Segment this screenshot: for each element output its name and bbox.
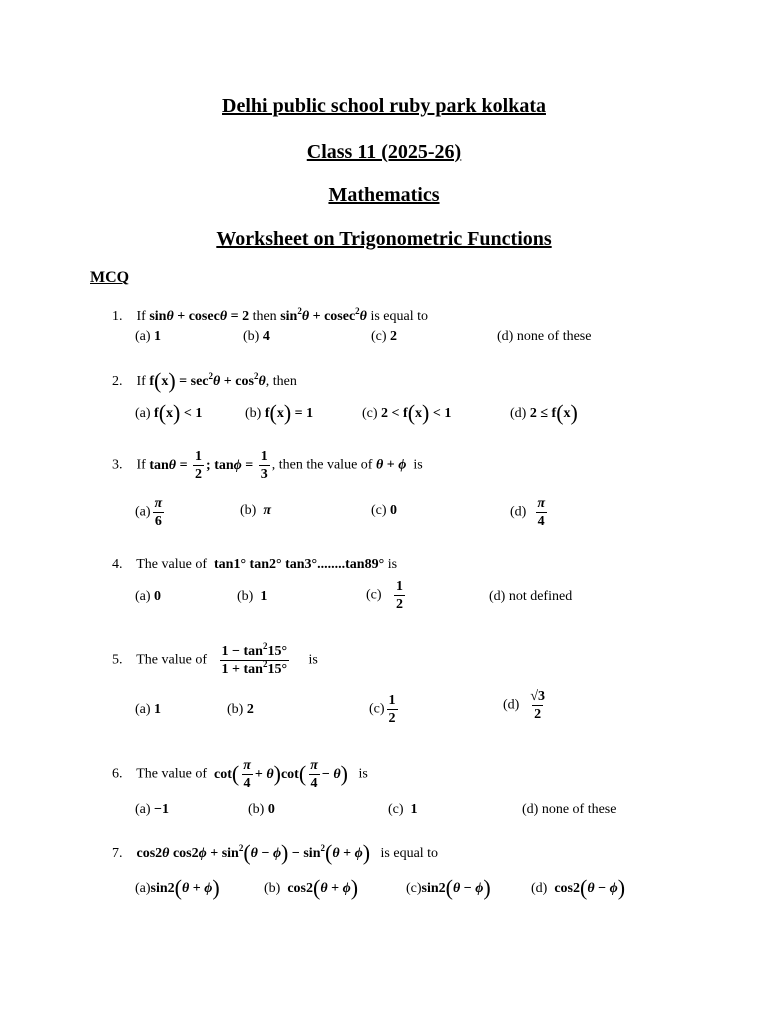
option-c: (c)sin2(θ − ϕ) (406, 875, 491, 900)
option-a: (a) f(x) < 1 (135, 400, 203, 425)
question-2 (112, 368, 297, 393)
option-c: (c) 1 (388, 802, 418, 817)
option-d: (d) none of these (522, 802, 617, 817)
question-text: , then (265, 374, 297, 389)
question-text: is (387, 557, 398, 572)
option-a: (a) 1 (135, 702, 162, 717)
option-b: (b) cos2(θ + ϕ) (264, 875, 359, 900)
option-c: (c) 2 (371, 329, 398, 344)
option-b: (b) 0 (248, 802, 275, 817)
section-mcq: MCQ (90, 269, 130, 286)
question-text: is (308, 652, 318, 668)
math-expression: tanθ = $\frac{1}{2}$ ; tanϕ = $\frac{1}{3}$ (149, 449, 268, 482)
option-a: (a) $\frac{\pi}{6}$ (135, 496, 163, 529)
option-b: (b) f(x) = 1 (245, 400, 314, 425)
question-text: The value of (136, 557, 207, 572)
math-expression: θ + ϕ (375, 457, 407, 473)
option-d: (d) cos2(θ − ϕ) (531, 875, 626, 900)
question-text: If (136, 457, 146, 473)
math-expression: tan1° tan2° tan3°........tan89° (214, 557, 385, 572)
math-expression: cos2θ $\cos 2\phi + \sin^2(\theta - \phi) - \sin^2(\theta + \phi)$ (136, 840, 371, 865)
option-a: (a) −1 (135, 802, 170, 817)
option-b: (b) π (240, 503, 271, 518)
question-number: 7. (112, 846, 123, 861)
question-number: 1. (112, 309, 123, 324)
question-text: , then the value of (271, 457, 373, 473)
question-number: 5. (112, 652, 123, 668)
option-a: (a) 1 (135, 329, 162, 344)
question-text: If (136, 309, 146, 324)
question-text: The value of (136, 766, 207, 782)
option-d: (d) none of these (497, 329, 592, 344)
worksheet-title: Worksheet on Trigonometric Functions (216, 228, 552, 250)
question-number: 4. (112, 557, 123, 572)
question-text: The value of (136, 652, 207, 668)
option-b: (b) 1 (237, 589, 268, 604)
math-expression: cot( $\frac{\pi}{4}$ + θ)cot( $\frac{\pi}{4}$ − θ) (214, 758, 348, 791)
math-expression: $\frac{1 - \tan^215^\circ}{1 + \tan^215^\circ}$ (221, 641, 288, 677)
question-text: then (252, 309, 277, 324)
option-d: (d) 2 ≤ f(x) (510, 400, 578, 425)
question-5 (112, 643, 318, 678)
option-c: (c) $\frac{1}{2}$ (366, 579, 404, 612)
option-b: (b) 4 (243, 329, 270, 344)
math-expression: $f(x) = \sec^2\theta + \cos^2\theta$ (149, 368, 266, 393)
question-4 (112, 556, 397, 574)
question-7 (112, 840, 439, 865)
option-b: (b) 2 (227, 702, 254, 717)
school-name: Delhi public school ruby park kolkata (222, 95, 546, 117)
option-c: (c) 0 (371, 503, 398, 518)
question-text: is equal to (380, 846, 439, 861)
question-text: is equal to (370, 309, 428, 324)
question-1 (112, 308, 428, 326)
option-a: (a) 0 (135, 589, 162, 604)
question-text: is (358, 766, 368, 782)
subject-title: Mathematics (328, 184, 440, 206)
option-c: (c) 2 < f(x) < 1 (362, 400, 452, 425)
option-c: (c) $\frac{1}{2}$ (369, 693, 396, 726)
question-number: 2. (112, 374, 123, 389)
question-text: If (136, 374, 146, 389)
math-expression: sinθ + cosecθ = 2 (149, 309, 250, 324)
question-number: 6. (112, 766, 123, 782)
question-6 (112, 757, 368, 792)
option-a: (a)sin2(θ + ϕ) (135, 875, 220, 900)
question-text: is (413, 457, 423, 473)
math-expression: $\sin^2\theta + cosec^2\theta$ (280, 306, 367, 324)
question-3 (112, 448, 423, 483)
question-number: 3. (112, 457, 123, 473)
class-line: Class 11 (2025-26) (306, 141, 462, 163)
option-d: (d) not defined (489, 589, 573, 604)
option-d: (d) $\frac{\pi}{4}$ (510, 496, 545, 529)
option-d: (d) $\frac{√3}{2}$ (503, 689, 546, 722)
